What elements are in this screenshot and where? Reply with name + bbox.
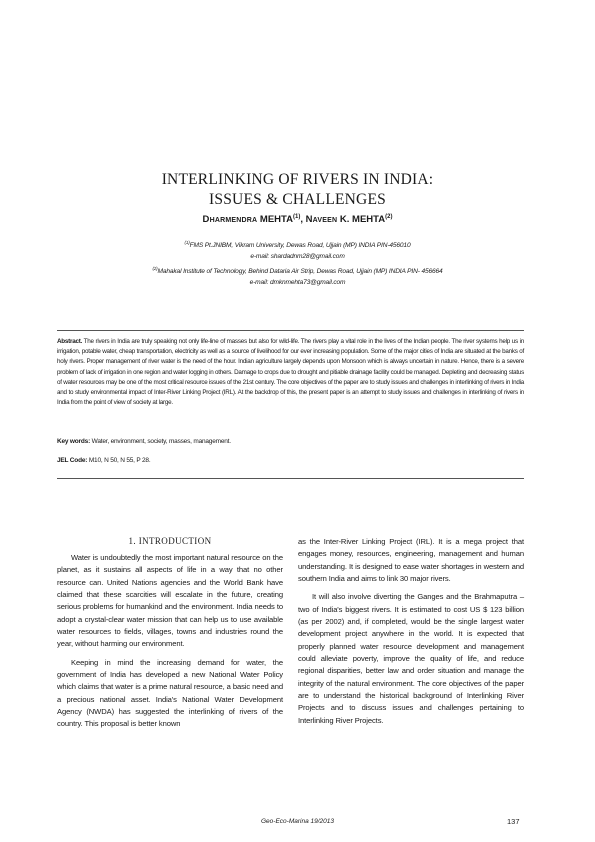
author-1-last-name: MEHTA [259, 214, 293, 226]
right-column [298, 536, 524, 733]
affiliation-1-text: FMS Pt.JNIBM, Vikram University, Dewas Road, Ujjain (MP) INDIA PIN-456010 [189, 242, 411, 250]
author-1-first-name: Dharmendra [202, 214, 258, 226]
right-column-wrapper [298, 536, 524, 756]
keywords [57, 438, 524, 445]
jel-label: JEL Code: [57, 457, 88, 464]
affiliation-2 [0, 266, 595, 275]
page-number: 137 [507, 817, 520, 826]
abstract-bottom-rule [57, 478, 524, 479]
journal-footer: Geo-Eco-Marina 19/2013 [261, 818, 334, 825]
author-2-affiliation-mark: (2) [385, 214, 393, 220]
affiliation-2-text: Mahakal Institute of Technology, Behind Dataria Air Strip, Dewas Road, Ujjain (MP) INDIA PIN- 456664 [157, 268, 443, 276]
author-2-first-name: Naveen [305, 214, 338, 226]
author-2-last-name: K. MEHTA [339, 214, 386, 226]
keywords-label: Key words: [57, 438, 91, 445]
left-col-paragraph-1: Water is undoubtedly the most important natural resource on the planet, as it sustains all aspects of life in a way that no other resource can. United Nations agencies and the World Bank have claimed that these scarcities will escalate in the future, creating serious problems for humankind and the environment. India needs to adopt a crystal-clear water mission that can help us to use available water resources to fields, villages, towns and industries round the year, without harming our environment. [57, 553, 283, 649]
author-list [0, 214, 595, 225]
paper-title-line-1: INTERLINKING OF RIVERS IN INDIA: [161, 171, 434, 188]
author-1-affiliation-mark: (1) [292, 214, 301, 220]
jel-code [57, 457, 524, 464]
affiliation-1-email: e-mail: shardadnm28@gmail.com [250, 253, 345, 260]
affiliation-2-mark: (2) [152, 266, 158, 271]
affiliation-1-mark: (1) [184, 240, 190, 245]
left-column-wrapper [57, 552, 283, 752]
section-heading-introduction: 1. INTRODUCTION [128, 536, 212, 546]
left-column [57, 552, 283, 737]
abstract [57, 337, 524, 408]
left-col-paragraph-2: Keeping in mind the increasing demand for water, the government of India has developed a new National Water Policy which claims that water is a prime natural resource, a basic need and a precious national asset. India's National Water Development Agency (NWDA) has suggested the interlinking of rivers of the country. This proposal is better known [57, 657, 283, 729]
abstract-text: The rivers in India are truly speaking not only life-line of masses but also for wild-life. The rivers play a vital role in the lives of the Indian people. The river systems help us in irrigation, potable water, cheap transportation, electricity as well as a source of livelihood for our ever increasing population. Some of the major cities of India are situated at the banks of holy rivers. Proper management of river water is the need of the hour. Indian agriculture largely depends upon Monsoon which is always uncertain in nature. Hence, there is a severe problem of lack of irrigation in one region and water logging in others. Damage to crops due to drought and pitiable drainage facility could be managed. Depleting and decreasing status of water resources may be one of the most critical resource issues of the 21st century. The core objectives of the paper are to study issues and challenges in interlinking of rivers in India and to study environmental impact of Inter-River Linking Project (IRL). At the backdrop of this, the present paper is an attempt to study issues and challenges in interlinking of rivers in India from the point of view of society at large. [57, 338, 525, 407]
keywords-text: Water, environment, society, masses, management. [91, 438, 231, 445]
affiliation-1 [0, 240, 595, 249]
paper-title-line-2: ISSUES & CHALLENGES [209, 191, 386, 208]
affiliation-2-email: e-mail: dmknmehta73@gmail.com [249, 279, 346, 286]
abstract-top-rule [57, 330, 524, 331]
author-separator: , [300, 214, 306, 226]
right-col-paragraph-2: It will also involve diverting the Ganges and the Brahmaputra – two of India's biggest rivers. It is estimated to cost US $ 123 billion (as per 2002) and, if completed, would be the single largest water development project anywhere in the world. It is expected that properly planned water resource development and management could alleviate poverty, improve the quality of life, and reduce regional disparities, better law and order situation and manage the integrity of the natural environment. The core objectives of the paper are to understand the historical background of Interlinking River Projects and to discuss issues and challenges pertaining to Interlinking River Projects. [298, 592, 524, 725]
jel-text: M10, N 50, N 55, P 28. [88, 457, 151, 464]
abstract-label: Abstract. [57, 338, 83, 345]
right-col-paragraph-1: as the Inter-River Linking Project (IRL). It is a mega project that engages money, resources, engineering, management and human understanding. It is designed to ease water shortages in western and southern India and aims to link 30 major rivers. [298, 537, 524, 584]
